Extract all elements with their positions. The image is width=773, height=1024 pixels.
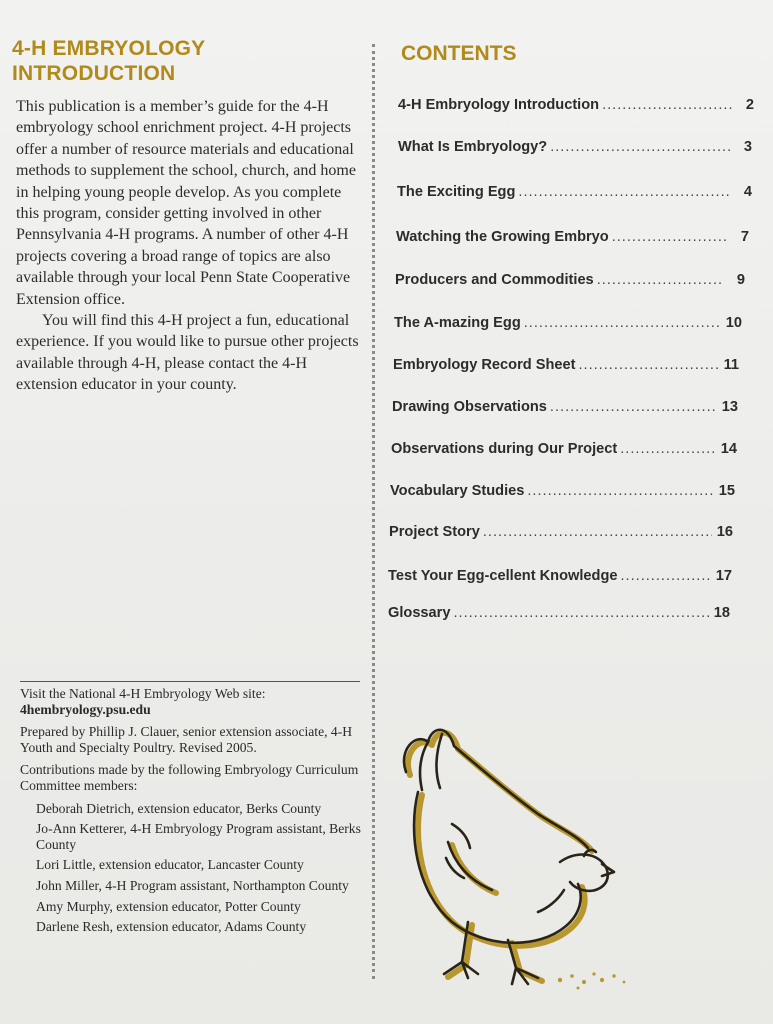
toc-entry[interactable] xyxy=(395,272,745,288)
column-divider xyxy=(372,44,375,979)
toc-entry-label: Producers and Commodities xyxy=(395,272,594,288)
toc-entry-label: The Exciting Egg xyxy=(397,184,516,200)
toc-entry[interactable] xyxy=(396,229,749,245)
committee-member: Lori Little, extension educator, Lancaster County xyxy=(36,857,304,873)
toc-entry[interactable] xyxy=(389,524,733,540)
dot-leader xyxy=(550,139,731,155)
dot-leader xyxy=(620,441,716,457)
dot-leader xyxy=(550,399,717,415)
toc-entry-label: 4-H Embryology Introduction xyxy=(398,97,600,113)
dot-leader xyxy=(597,272,724,288)
toc-entry-page: 9 xyxy=(736,272,745,288)
committee-member: John Miller, 4-H Program assistant, Northampton County xyxy=(36,877,349,893)
toc-entry-label: Project Story xyxy=(389,524,480,540)
dot-leader xyxy=(602,97,733,113)
dot-leader xyxy=(527,483,714,499)
dot-leader xyxy=(483,524,712,540)
toc-entry-page: 4 xyxy=(743,184,752,200)
toc-entry-label: Vocabulary Studies xyxy=(390,483,525,499)
intro-paragraph-1: This publication is a member’s guide for the 4-H embryology school enrichment project. 4-H projects offer a number of resource materials and educational methods to supplement the school, church, and home in helping young people develop. As you complete this program, consider getting involved in other Pennsylvania 4-H programs. A number of other 4-H projects covering a broad range of topics are also available through your local Penn State Cooperative Extension office. xyxy=(16,98,356,308)
dot-leader xyxy=(524,315,721,331)
toc-entry[interactable] xyxy=(398,139,752,155)
toc-entry[interactable] xyxy=(388,568,732,584)
committee-member: Darlene Resh, extension educator, Adams County xyxy=(36,919,307,935)
toc-entry-label: Watching the Growing Embryo xyxy=(396,229,609,245)
toc-entry[interactable] xyxy=(394,315,742,331)
toc-entry-page: 7 xyxy=(740,229,749,245)
toc-entry-page: 18 xyxy=(713,605,730,621)
contributions-intro: Contributions made by the following Embryology Curriculum Committee members: xyxy=(20,762,359,793)
toc-entry[interactable] xyxy=(393,357,739,373)
dot-leader xyxy=(578,357,718,373)
toc-entry-label: The A-mazing Egg xyxy=(394,315,521,331)
dot-leader xyxy=(518,184,731,200)
website-visit-text: Visit the National 4-H Embryology Web site: xyxy=(20,686,266,701)
toc-entry-label: What Is Embryology? xyxy=(398,139,548,155)
committee-member: Deborah Dietrich, extension educator, Berks County xyxy=(36,800,322,816)
toc-entry-label: Observations during Our Project xyxy=(391,441,618,457)
toc-entry-page: 17 xyxy=(715,568,732,584)
website-url: 4hembryology.psu.edu xyxy=(20,701,151,717)
toc-entry[interactable] xyxy=(392,399,738,415)
intro-title xyxy=(12,36,352,86)
contents-title: CONTENTS xyxy=(401,42,517,65)
committee-member: Amy Murphy, extension educator, Potter County xyxy=(36,898,301,914)
toc-entry[interactable] xyxy=(390,483,735,499)
toc-entry-page: 11 xyxy=(723,357,739,373)
toc-entry-label: Glossary xyxy=(388,605,451,621)
intro-title-line1: 4-H EMBRYOLOGY xyxy=(12,37,206,60)
intro-body xyxy=(16,96,361,396)
toc-entry-page: 16 xyxy=(716,524,733,540)
dot-leader xyxy=(453,605,709,621)
toc-entry[interactable] xyxy=(397,184,752,200)
toc-entry-page: 13 xyxy=(721,399,738,415)
toc-entry-label: Drawing Observations xyxy=(392,399,547,415)
website-note xyxy=(20,686,365,717)
dot-leader xyxy=(620,568,711,584)
toc-entry-label: Embryology Record Sheet xyxy=(393,357,576,373)
credits-divider xyxy=(20,681,360,682)
toc-entry[interactable] xyxy=(388,605,730,621)
toc-entry-page: 3 xyxy=(743,139,752,155)
toc-entry-page: 14 xyxy=(720,441,737,457)
hen-icon xyxy=(388,712,643,1002)
toc-entry[interactable] xyxy=(391,441,737,457)
intro-title-line2: INTRODUCTION xyxy=(12,62,176,85)
intro-paragraph-2: You will find this 4-H project a fun, educational experience. If you would like to pursue other projects available through 4-H, please contact the 4-H extension educator in your county. xyxy=(16,312,359,394)
committee-member: Jo-Ann Ketterer, 4-H Embryology Program assistant, Berks County xyxy=(36,821,361,852)
toc-entry-page: 2 xyxy=(745,97,754,113)
dot-leader xyxy=(612,229,728,245)
toc-entry-page: 10 xyxy=(725,315,742,331)
toc-entry-page: 15 xyxy=(718,483,735,499)
toc-entry-label: Test Your Egg-cellent Knowledge xyxy=(388,568,618,584)
credits-section xyxy=(20,686,365,940)
prepared-by: Prepared by Phillip J. Clauer, senior extension associate, 4-H Youth and Specialty Poultry. Revised 2005. xyxy=(20,724,353,755)
toc-entry[interactable] xyxy=(398,97,754,113)
